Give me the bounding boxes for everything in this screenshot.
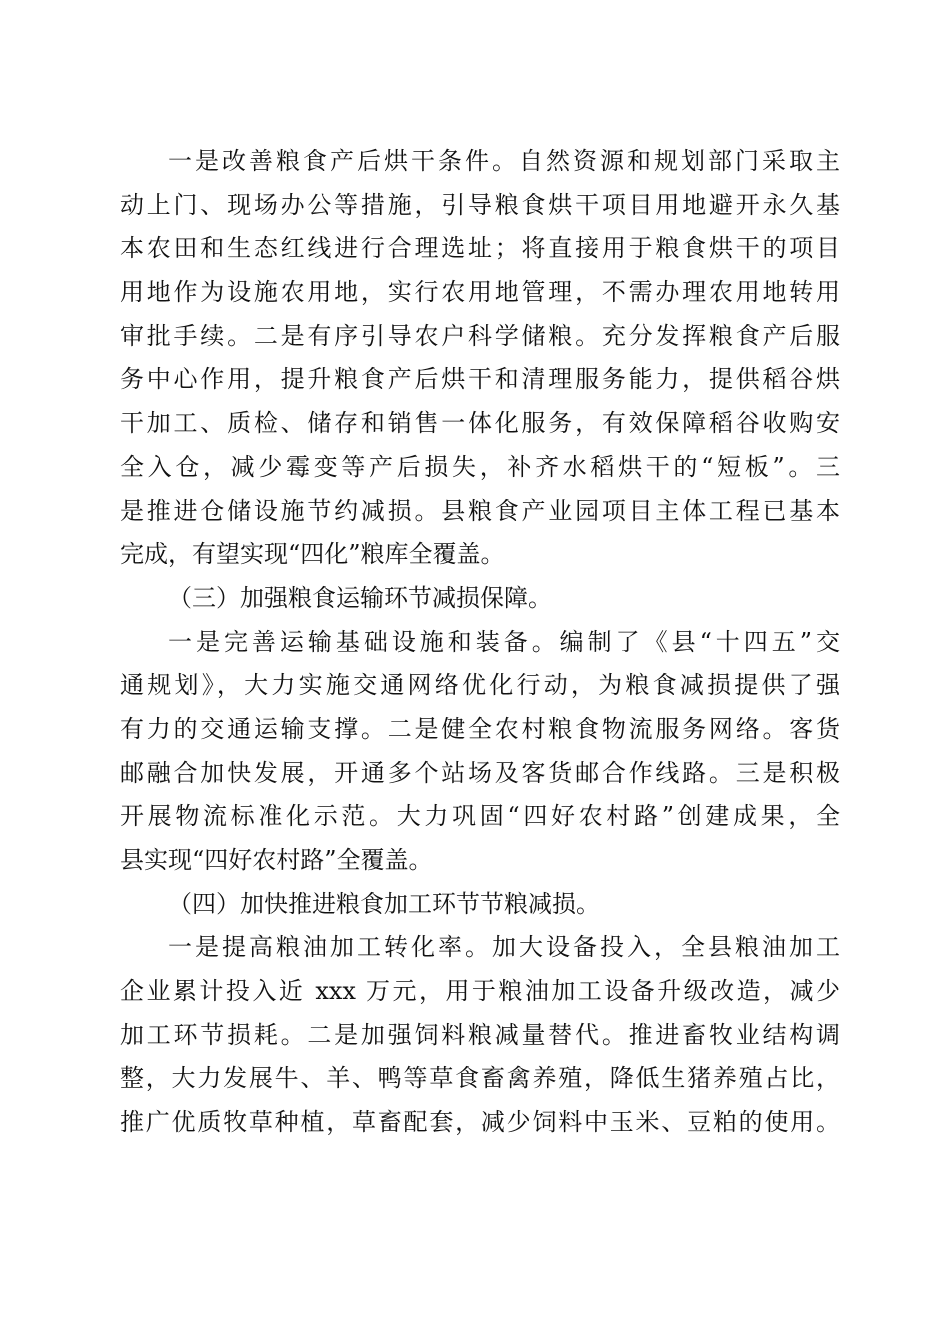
paragraph-1-line-6: 务中心作用，提升粮食产后烘干和清理服务能力，提供稻谷烘 xyxy=(120,365,840,394)
paragraph-1-line-2: 动上门、现场办公等措施，引导粮食烘干项目用地避开永久基 xyxy=(120,190,840,219)
paragraph-1-line-1: 一是改善粮食产后烘干条件。自然资源和规划部门采取主 xyxy=(168,147,840,175)
paragraph-2-line-6: 县实现“四好农村路”全覆盖。 xyxy=(120,846,433,874)
paragraph-3-line-5: 推广优质牧草种植，草畜配套，减少饲料中玉米、豆粕的使用。 xyxy=(120,1108,840,1137)
paragraph-3-line-4: 整，大力发展牛、羊、鸭等草食畜禽养殖，降低生猪养殖占比， xyxy=(120,1064,840,1093)
section-heading-4: （四）加快推进粮食加工环节节粮减损。 xyxy=(168,889,600,918)
paragraph-3-line-3: 加工环节损耗。二是加强饲料粮减量替代。推进畜牧业结构调 xyxy=(120,1020,840,1049)
paragraph-1-line-3: 本农田和生态红线进行合理选址；将直接用于粮食烘干的项目 xyxy=(120,234,840,263)
paragraph-2-line-5: 开展物流标准化示范。大力巩固“四好农村路”创建成果，全 xyxy=(120,802,840,831)
paragraph-1-line-10: 完成，有望实现“四化”粮库全覆盖。 xyxy=(120,540,505,569)
document-body xyxy=(120,140,840,1145)
section-heading-3: （三）加强粮食运输环节减损保障。 xyxy=(168,583,552,612)
paragraph-2-line-2: 通规划》，大力实施交通网络优化行动，为粮食减损提供了强 xyxy=(120,671,840,700)
paragraph-3-line-1: 一是提高粮油加工转化率。加大设备投入，全县粮油加工 xyxy=(168,933,840,962)
paragraph-3-line-2: 企业累计投入近 xxx 万元，用于粮油加工设备升级改造，减少 xyxy=(120,977,840,1006)
paragraph-1-line-8: 全入仓，减少霉变等产后损失，补齐水稻烘干的“短板”。三 xyxy=(120,452,840,481)
paragraph-1-line-9: 是推进仓储设施节约减损。县粮食产业园项目主体工程已基本 xyxy=(120,496,840,525)
paragraph-1-line-5: 审批手续。二是有序引导农户科学储粮。充分发挥粮食产后服 xyxy=(120,321,840,350)
paragraph-1-line-4: 用地作为设施农用地，实行农用地管理，不需办理农用地转用 xyxy=(120,278,840,307)
paragraph-2-line-3: 有力的交通运输支撑。二是健全农村粮食物流服务网络。客货 xyxy=(120,714,840,743)
paragraph-2-line-4: 邮融合加快发展，开通多个站场及客货邮合作线路。三是积极 xyxy=(120,758,840,787)
paragraph-2-line-1: 一是完善运输基础设施和装备。编制了《县“十四五”交 xyxy=(168,627,840,656)
paragraph-1-line-7: 干加工、质检、储存和销售一体化服务，有效保障稻谷收购安 xyxy=(120,409,840,438)
